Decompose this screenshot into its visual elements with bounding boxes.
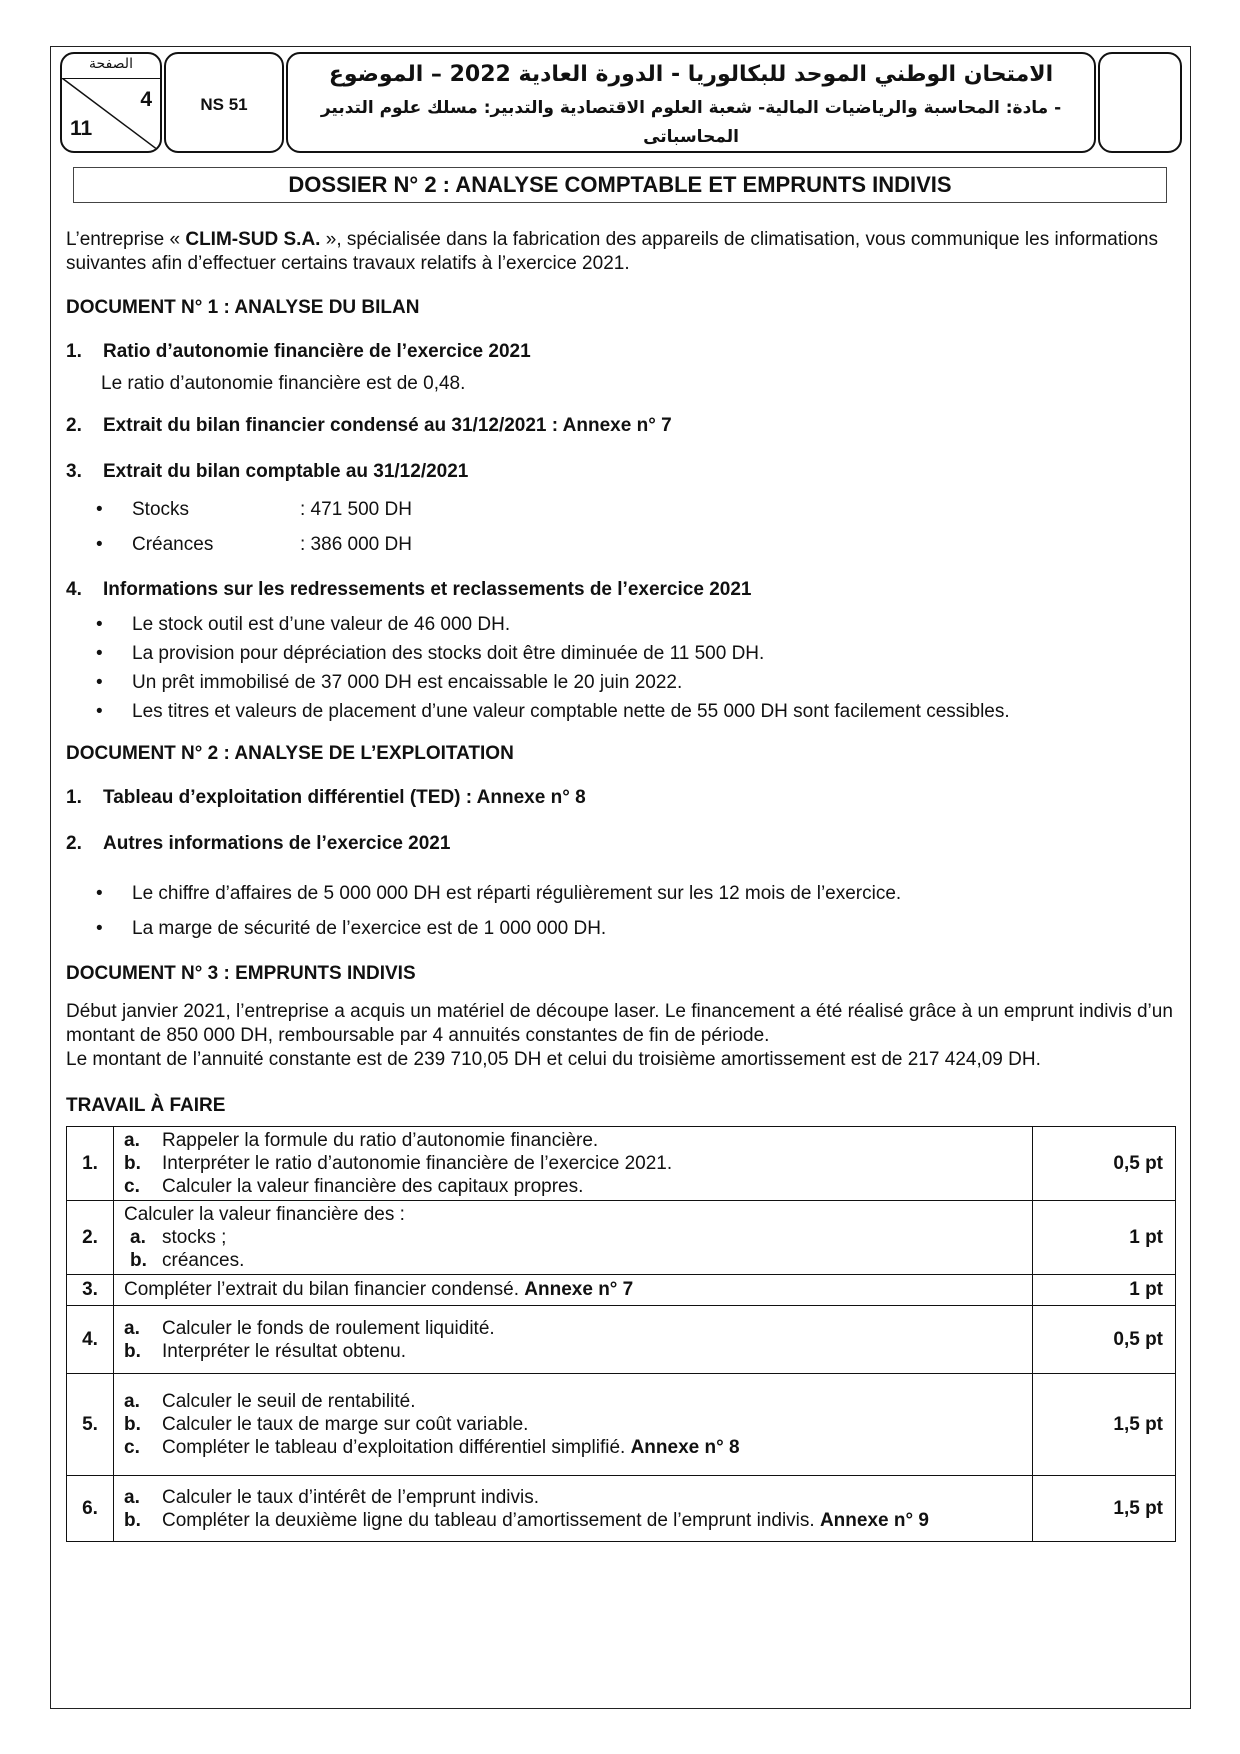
list-item: • Un prêt immobilisé de 37 000 DH est encaissable le 20 juin 2022.: [66, 668, 1176, 697]
points: 0,5 pt: [1033, 1127, 1176, 1201]
list-item: • Créances : 386 000 DH: [66, 527, 1176, 562]
list-item: • Le chiffre d’affaires de 5 000 000 DH est réparti régulièrement sur les 12 mois de l’exercice.: [66, 876, 1176, 911]
exploitation-info-list: [66, 876, 1176, 946]
document-1-title: DOCUMENT N° 1 : ANALYSE DU BILAN: [66, 297, 420, 318]
points: 1,5 pt: [1033, 1476, 1176, 1542]
exam-title-box: [286, 52, 1096, 153]
page-number: 4: [140, 88, 152, 111]
points: 0,5 pt: [1033, 1306, 1176, 1374]
total-pages: 11: [70, 117, 93, 140]
list-item: • La marge de sécurité de l’exercice est de 1 000 000 DH.: [66, 911, 1176, 946]
points: 1 pt: [1033, 1275, 1176, 1306]
doc1-item-3: 3. Extrait du bilan comptable au 31/12/2021: [66, 461, 469, 482]
doc1-item-1: 1. Ratio d’autonomie financière de l’exercice 2021: [66, 341, 531, 362]
emprunt-paragraph-1: Début janvier 2021, l’entreprise a acquis un matériel de découpe laser. Le financement a été réalisé grâce à un emprunt indivis d’un montant de 850 000 DH, remboursable par 4 annuités constantes de fin de période.: [66, 1001, 1173, 1046]
points: 1,5 pt: [1033, 1374, 1176, 1476]
points: 1 pt: [1033, 1201, 1176, 1275]
table-row: 6. a. Calculer le taux d’intérêt de l’emprunt indivis. b. Compléter la deuxième ligne du tableau d’amortissement de l’emprunt indivis. Annexe n° 9 1,5 pt: [67, 1476, 1176, 1542]
list-item: • La provision pour dépréciation des stocks doit être diminuée de 11 500 DH.: [66, 639, 1176, 668]
company-name: CLIM-SUD S.A.: [185, 229, 321, 250]
page-label: الصفحة: [89, 56, 133, 72]
list-item: • Les titres et valeurs de placement d’une valeur comptable nette de 55 000 DH sont facilement cessibles.: [66, 697, 1176, 726]
travail-title: TRAVAIL À FAIRE: [66, 1095, 226, 1116]
exam-code-box: [164, 52, 284, 153]
emprunt-paragraph-2: Le montant de l’annuité constante est de 239 710,05 DH et celui du troisième amortissement est de 217 424,09 DH.: [66, 1049, 1041, 1070]
table-row: 2. Calculer la valeur financière des : a. stocks ; b. créances. 1 pt: [67, 1201, 1176, 1275]
intro-paragraph: L’entreprise « CLIM-SUD S.A. », spécialisée dans la fabrication des appareils de climatisation, vous communique les informations suivantes afin d’effectuer certains travaux relatifs à l’exercice 2021.: [66, 229, 1158, 274]
bilan-extract-list: [66, 492, 1176, 562]
table-row: 5. a. Calculer le seuil de rentabilité. b. Calculer le taux de marge sur coût variable. c. Compléter le tableau d’exploitation différentiel simplifié. Annexe n° 8 1,5 pt: [67, 1374, 1176, 1476]
ratio-text: Le ratio d’autonomie financière est de 0,48.: [101, 373, 466, 394]
tasks-table: [66, 1126, 1176, 1542]
doc2-item-1: 1. Tableau d’exploitation différentiel (TED) : Annexe n° 8: [66, 787, 586, 808]
table-row: 3. Compléter l’extrait du bilan financier condensé. Annexe n° 7 1 pt: [67, 1275, 1176, 1306]
exam-title-arabic: الامتحان الوطني الموحد للبكالوريا - الدورة العادية 2022 – الموضوع: [328, 62, 1054, 87]
table-row: 1. a. Rappeler la formule du ratio d’autonomie financière. b. Interpréter le ratio d’autonomie financière de l’exercice 2021. c. Calculer la valeur financière des capitaux propres. 0,5 pt: [67, 1127, 1176, 1201]
blank-box: [1098, 52, 1182, 153]
document-2-title: DOCUMENT N° 2 : ANALYSE DE L’EXPLOITATION: [66, 743, 514, 764]
doc1-item-4: 4. Informations sur les redressements et reclassements de l’exercice 2021: [66, 579, 752, 600]
list-item: • Stocks : 471 500 DH: [66, 492, 1176, 527]
dossier-title: DOSSIER N° 2 : ANALYSE COMPTABLE ET EMPRUNTS INDIVIS: [73, 167, 1167, 203]
document-3-title: DOCUMENT N° 3 : EMPRUNTS INDIVIS: [66, 963, 416, 984]
redressements-list: [66, 610, 1176, 726]
main-content: [66, 228, 1176, 1542]
exam-track-arabic: المحاسباتى: [643, 127, 739, 147]
doc1-item-2: 2. Extrait du bilan financier condensé au 31/12/2021 : Annexe n° 7: [66, 415, 672, 436]
exam-code: NS 51: [200, 95, 248, 114]
list-item: • Le stock outil est d’une valeur de 46 000 DH.: [66, 610, 1176, 639]
exam-subject-arabic: - مادة: المحاسبة والرياضيات المالية- شعبة العلوم الاقتصادية والتدبير: مسلك علوم التدبير: [320, 98, 1062, 118]
table-row: 4. a. Calculer le fonds de roulement liquidité. b. Interpréter le résultat obtenu. 0,5 pt: [67, 1306, 1176, 1374]
doc2-item-2: 2. Autres informations de l’exercice 2021: [66, 833, 451, 854]
page-number-box: [60, 52, 162, 153]
